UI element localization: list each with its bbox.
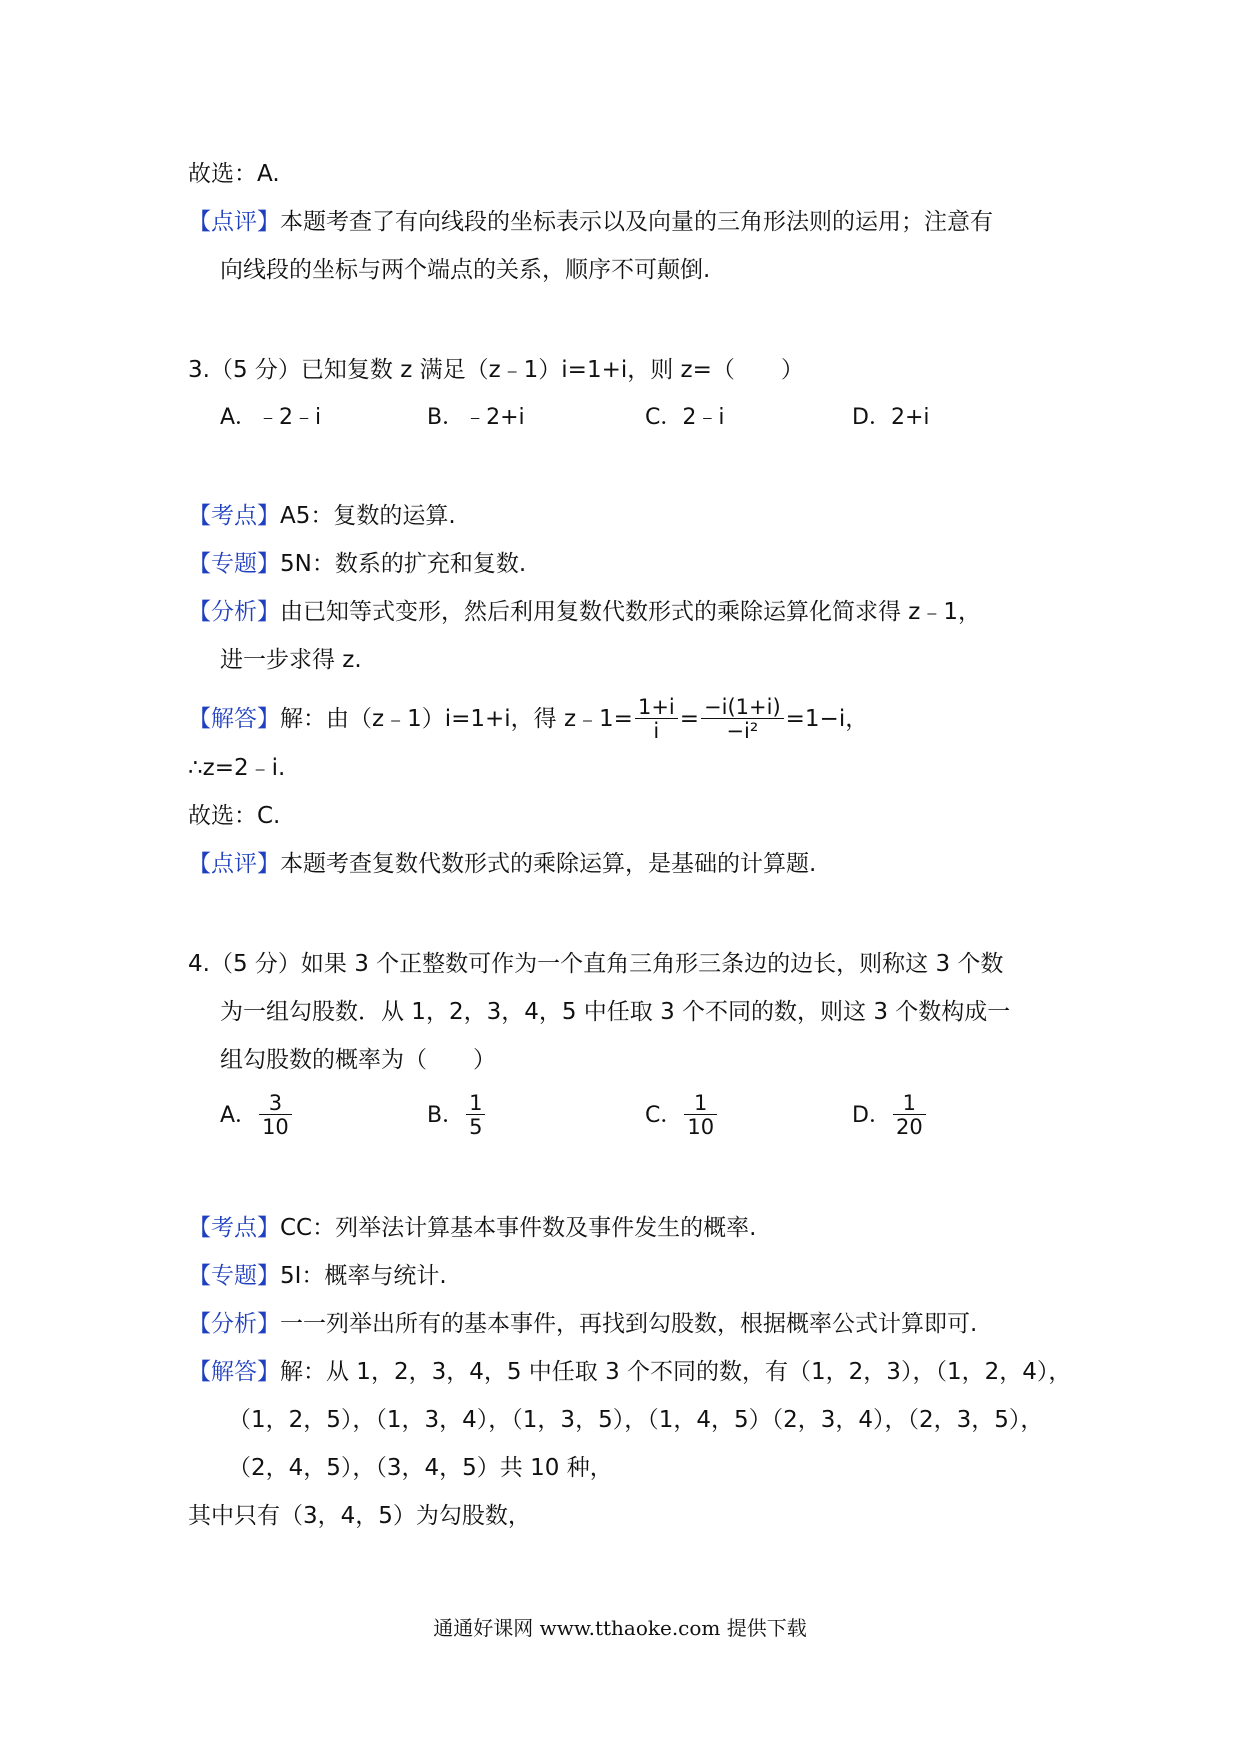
kaodian-text: CC：列举法计算基本事件数及事件发生的概率.	[280, 1215, 757, 1241]
q3-dianping	[188, 848, 816, 880]
option-fraction	[893, 1092, 926, 1139]
q2-conclusion: 故选：A.	[188, 161, 280, 187]
jieda-prefix: 解：由（z﹣1）i=1+i，得 z﹣1=	[280, 706, 633, 732]
option-denominator: 5	[469, 1115, 483, 1139]
q4-jieda-line-4: 其中只有（3，4，5）为勾股数，	[188, 1503, 531, 1529]
fraction-2	[701, 696, 784, 743]
option-denominator: 10	[262, 1115, 289, 1139]
option-numerator: 1	[694, 1091, 708, 1115]
page-footer: 通通好课网 www.tthaoke.com 提供下载	[433, 1616, 807, 1640]
fraction-1-denominator: i	[653, 718, 660, 743]
dianping-tag: 【点评】	[188, 851, 280, 877]
q3-therefore: ∴z=2﹣i.	[188, 755, 286, 781]
q4-fenxi	[188, 1308, 977, 1340]
q4-option-a	[220, 1092, 294, 1139]
zhuanti-text: 5N：数系的扩充和复数.	[280, 551, 527, 577]
q4-option-d	[852, 1092, 928, 1139]
q3-option-d: D．2+i	[852, 405, 930, 430]
q4-option-c	[645, 1092, 719, 1139]
review-text: 本题考查了有向线段的坐标表示以及向量的三角形法则的运用；注意有	[280, 209, 993, 235]
jieda-tag: 【解答】	[188, 1359, 280, 1385]
option-fraction	[684, 1092, 717, 1139]
option-fraction	[466, 1092, 485, 1139]
jieda-tag: 【解答】	[188, 706, 280, 732]
kaodian-text: A5：复数的运算.	[280, 503, 456, 529]
q3-zhuanti	[188, 548, 526, 580]
option-numerator: 1	[469, 1091, 483, 1115]
jieda-suffix: =1−i，	[785, 706, 869, 732]
q3-option-a: A．﹣2﹣i	[220, 405, 322, 430]
review-tag: 【点评】	[188, 209, 280, 235]
fraction-1-numerator: 1+i	[637, 694, 675, 719]
option-fraction	[259, 1092, 292, 1139]
jieda-text: 解：从 1，2，3，4，5 中任取 3 个不同的数，有（1，2，3），（1，2，4），	[280, 1359, 1072, 1385]
fenxi-tag: 【分析】	[188, 1311, 280, 1337]
q2-review-line-2: 向线段的坐标与两个端点的关系，顺序不可颠倒.	[220, 257, 711, 283]
q4-kaodian	[188, 1212, 756, 1244]
q4-jieda-line-2: （1，2，5），（1，3，4），（1，3，5），（1，4，5）（2，3，4），（2，3，5），	[228, 1407, 1044, 1433]
option-label: A．	[220, 1102, 258, 1128]
q3-conclusion: 故选：C.	[188, 803, 281, 829]
option-label: B．	[427, 1102, 465, 1128]
fenxi-text: 一一列举出所有的基本事件，再找到勾股数，根据概率公式计算即可.	[280, 1311, 978, 1337]
q3-fenxi-line-2: 进一步求得 z.	[220, 647, 362, 673]
fraction-1	[635, 696, 678, 743]
q4-stem-line-3: 组勾股数的概率为（ ）	[220, 1047, 496, 1073]
q3-kaodian	[188, 500, 456, 532]
option-denominator: 20	[895, 1115, 923, 1139]
option-numerator: 3	[268, 1091, 283, 1115]
zhuanti-text: 5I：概率与统计.	[280, 1263, 447, 1289]
option-numerator: 1	[902, 1091, 916, 1115]
q4-stem-line-1: 4.（5 分）如果 3 个正整数可作为一个直角三角形三条边的边长，则称这 3 个数	[188, 951, 1004, 977]
kaodian-tag: 【考点】	[188, 1215, 280, 1241]
fenxi-tag: 【分析】	[188, 599, 280, 625]
equals-sign: =	[679, 706, 700, 732]
q3-option-c: C．2﹣i	[645, 405, 725, 430]
q2-review-line-1	[188, 206, 993, 238]
fraction-2-denominator: −i²	[726, 718, 759, 743]
q3-jieda	[188, 692, 868, 746]
dianping-text: 本题考查复数代数形式的乘除运算，是基础的计算题.	[280, 851, 817, 877]
kaodian-tag: 【考点】	[188, 503, 280, 529]
option-label: C．	[645, 1102, 683, 1128]
zhuanti-tag: 【专题】	[188, 551, 280, 577]
q4-zhuanti	[188, 1260, 447, 1292]
q4-jieda-line-3: （2，4，5），（3，4，5）共 10 种，	[228, 1455, 613, 1481]
q4-stem-line-2: 为一组勾股数．从 1，2，3，4，5 中任取 3 个不同的数，则这 3 个数构成一	[220, 999, 1011, 1025]
fenxi-text: 由已知等式变形，然后利用复数代数形式的乘除运算化简求得 z﹣1，	[280, 599, 982, 625]
option-denominator: 10	[687, 1115, 715, 1139]
zhuanti-tag: 【专题】	[188, 1263, 280, 1289]
q3-stem: 3.（5 分）已知复数 z 满足（z﹣1）i=1+i，则 z=（ ）	[188, 357, 804, 383]
q4-jieda-line-1	[188, 1356, 1071, 1388]
q3-fenxi-line-1	[188, 596, 981, 628]
q3-option-b: B．﹣2+i	[427, 405, 525, 430]
option-label: D．	[852, 1102, 891, 1128]
q4-option-b	[427, 1092, 487, 1139]
fraction-2-numerator: −i(1+i)	[704, 694, 781, 719]
